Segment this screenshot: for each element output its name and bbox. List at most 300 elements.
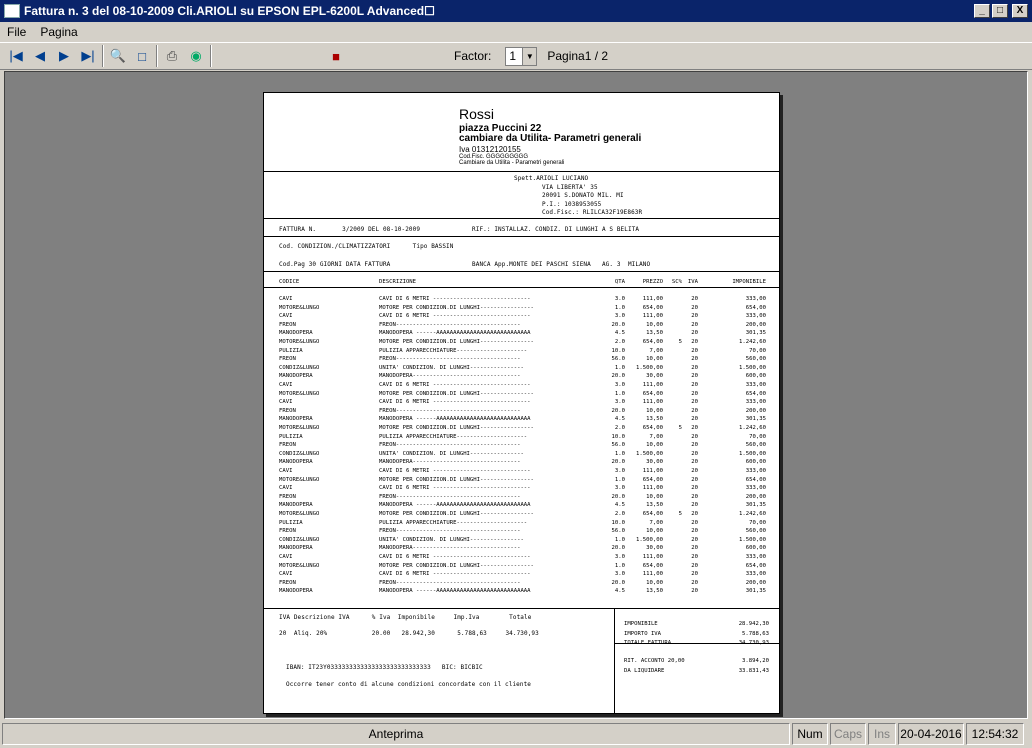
table-row (264, 348, 779, 355)
company-note-2: Cambiare da Utilita - Parametri generali (459, 160, 565, 166)
cell-qty: 20.0 (611, 545, 625, 552)
table-row (264, 459, 779, 466)
cell-code: MANODOPERA (279, 502, 313, 509)
cell-price: 10,00 (646, 493, 663, 500)
cell-iva: 20 (691, 425, 698, 431)
invoice-page (263, 92, 780, 714)
cell-imp: 1.242,60 (739, 511, 766, 517)
company-note: cambiare da Utilita- Parametri generali (459, 133, 642, 144)
cell-imp: 600,00 (745, 373, 766, 380)
cell-code: CAVI (279, 554, 293, 560)
total-row (264, 658, 779, 665)
cell-qty: 20.0 (611, 321, 625, 328)
cell-code: MANODOPERA (279, 373, 313, 380)
cell-price: 111,00 (642, 399, 663, 406)
cell-imp: 333,00 (745, 571, 766, 578)
cell-imp: 560,00 (745, 356, 766, 363)
cell-desc: MANODOPERA-------------------------------- (379, 545, 521, 552)
table-row (264, 373, 779, 380)
cell-price: 10,00 (646, 579, 663, 586)
cell-imp: 70,00 (749, 433, 766, 440)
table-row (264, 425, 779, 432)
cell-code: CAVI (279, 468, 293, 474)
cell-price: 10,00 (646, 407, 663, 414)
cell-imp: 301,35 (745, 416, 766, 423)
exit-icon[interactable]: ■ (332, 48, 340, 64)
cell-price: 13,50 (646, 588, 663, 595)
table-row (264, 588, 779, 595)
cell-price: 654,00 (642, 511, 663, 517)
cell-imp: 333,00 (745, 296, 766, 302)
cell-price: 654,00 (642, 390, 663, 397)
total-value: 5.788,63 (742, 631, 769, 637)
cell-imp: 333,00 (745, 399, 766, 406)
cell-price: 13,50 (646, 330, 663, 337)
cell-code: MOTORE&LUNGO (279, 425, 320, 431)
cell-price: 10,00 (646, 321, 663, 328)
table-row (264, 408, 779, 415)
cell-price: 1.500,00 (636, 536, 663, 543)
customer-block: Spett.ARIOLI LUCIANO VIA LIBERTA' 35 20091 S.DONATO MIL. MI P.I.: 1038953055 Cod.Fisc.: RLILCA32F19E863R (514, 175, 643, 216)
cell-imp: 301,35 (745, 588, 766, 595)
cell-imp: 654,00 (745, 562, 766, 569)
factor-select[interactable]: 1 ▼ (505, 47, 537, 66)
table-row (264, 571, 779, 578)
cell-desc: MOTORE PER CONDIZION.DI LUNGHI---------------- (379, 304, 534, 311)
cell-desc: MOTORE PER CONDIZION.DI LUNGHI---------------- (379, 425, 534, 431)
cell-imp: 333,00 (745, 468, 766, 474)
table-row (264, 494, 779, 501)
cell-imp: 301,35 (745, 330, 766, 337)
cell-qty: 1.0 (614, 536, 625, 543)
table-row (264, 305, 779, 312)
cell-desc: PULIZIA APPARECCHIATURE--------------------- (379, 433, 528, 440)
cell-qty: 10.0 (611, 347, 625, 354)
cell-desc: FREON------------------------------------- (379, 407, 521, 414)
cell-desc: UNITA' CONDIZION. DI LUNGHI---------------- (379, 450, 524, 457)
table-row (264, 563, 779, 570)
cell-desc: FREON------------------------------------- (379, 442, 521, 449)
cell-code: FREON (279, 528, 296, 535)
cell-imp: 70,00 (749, 519, 766, 526)
cell-price: 13,50 (646, 416, 663, 423)
cell-code: PULIZIA (279, 433, 303, 440)
print-icon[interactable]: ⎙ (166, 48, 178, 63)
table-row (264, 382, 779, 389)
cell-code: FREON (279, 321, 296, 328)
table-row (264, 545, 779, 552)
next-page-icon[interactable]: ▶ (59, 48, 69, 63)
cell-desc: CAVI DI 6 METRI ----------------------------- (379, 296, 531, 302)
total-label: RIT. ACCONTO 20,00 (624, 658, 685, 664)
cell-qty: 3.0 (614, 554, 625, 560)
table-row (264, 356, 779, 363)
cell-price: 654,00 (642, 339, 663, 345)
num-indicator: Num (792, 723, 828, 745)
cell-imp: 301,35 (745, 502, 766, 509)
cell-iva: 20 (691, 519, 698, 526)
cell-iva: 20 (691, 588, 698, 595)
cell-qty: 10.0 (611, 433, 625, 440)
title-bar (0, 0, 1032, 22)
cell-iva: 20 (691, 528, 698, 535)
menu-file[interactable]: File (7, 25, 27, 39)
cell-price: 111,00 (642, 554, 663, 560)
export-icon[interactable]: ◉ (190, 48, 202, 63)
table-row (264, 451, 779, 458)
prev-page-icon[interactable]: ◀ (35, 48, 45, 63)
close-button[interactable]: X (1012, 4, 1028, 18)
cell-iva: 20 (691, 562, 698, 569)
iva-header: IVA Descrizione IVA % Iva Imponibile Imp.Iva Totale (279, 614, 532, 621)
cell-imp: 600,00 (745, 459, 766, 466)
cell-desc: CAVI DI 6 METRI ----------------------------- (379, 485, 531, 492)
cell-iva: 20 (691, 459, 698, 466)
cell-code: CAVI (279, 313, 293, 320)
cell-iva: 20 (691, 330, 698, 337)
cell-desc: MANODOPERA-------------------------------- (379, 459, 521, 466)
cell-price: 654,00 (642, 562, 663, 569)
iva-row: 20 Aliq. 20% 20.00 28.942,30 5.788,63 34.730,93 (279, 630, 539, 637)
total-label: TOTALE FATTURA (624, 640, 672, 646)
cell-price: 654,00 (642, 425, 663, 431)
cell-price: 30,00 (646, 459, 663, 466)
toolbar (0, 42, 1032, 70)
table-row (264, 528, 779, 535)
table-row (264, 580, 779, 587)
cell-code: PULIZIA (279, 519, 303, 526)
minimize-button[interactable]: _ (974, 4, 990, 18)
cell-code: MANODOPERA (279, 588, 313, 595)
condition-line: Cod. CONDIZION./CLIMATIZZATORI Tipo BASSIN (279, 243, 454, 250)
chevron-down-icon[interactable]: ▼ (522, 48, 536, 65)
cell-iva: 20 (691, 545, 698, 552)
cell-price: 13,50 (646, 502, 663, 509)
cell-price: 111,00 (642, 296, 663, 302)
cell-imp: 560,00 (745, 442, 766, 449)
cell-code: MOTORE&LUNGO (279, 476, 320, 483)
cell-iva: 20 (691, 493, 698, 500)
menu-bar (0, 22, 1032, 42)
company-header (459, 107, 641, 166)
table-row (264, 391, 779, 398)
cell-price: 10,00 (646, 356, 663, 363)
cell-price: 30,00 (646, 545, 663, 552)
cell-desc: CAVI DI 6 METRI ----------------------------- (379, 313, 531, 320)
cell-sc: 5 (678, 425, 682, 431)
ins-indicator: Ins (868, 723, 896, 745)
cell-desc: CAVI DI 6 METRI ----------------------------- (379, 399, 531, 406)
cell-qty: 1.0 (614, 450, 625, 457)
company-name: Rossi (459, 106, 495, 122)
cell-desc: UNITA' CONDIZION. DI LUNGHI---------------- (379, 536, 524, 543)
cell-code: FREON (279, 356, 296, 363)
last-page-icon[interactable]: ▶| (81, 48, 95, 63)
cell-iva: 20 (691, 511, 698, 517)
cell-imp: 654,00 (745, 390, 766, 397)
cell-price: 1.500,00 (636, 364, 663, 371)
cell-desc: FREON------------------------------------- (379, 356, 521, 363)
cell-qty: 3.0 (614, 382, 625, 388)
window-title: Fattura n. 3 del 08-10-2009 Cli.ARIOLI su EPSON EPL-6200L Advanced☐ (24, 4, 435, 18)
cell-code: CAVI (279, 485, 293, 492)
factor-label: Factor: (454, 49, 492, 63)
cell-qty: 20.0 (611, 407, 625, 414)
cell-desc: MANODOPERA ------AAAAAAAAAAAAAAAAAAAAAAAAAAAA (379, 588, 531, 595)
cell-qty: 2.0 (614, 339, 625, 345)
cell-code: MOTORE&LUNGO (279, 511, 320, 517)
cell-iva: 20 (691, 485, 698, 492)
cell-code: FREON (279, 407, 296, 414)
total-row (264, 631, 779, 638)
cell-iva: 20 (691, 399, 698, 406)
cell-qty: 56.0 (611, 528, 625, 535)
first-page-icon[interactable]: |◀ (9, 48, 23, 63)
cell-price: 111,00 (642, 313, 663, 320)
cell-qty: 20.0 (611, 493, 625, 500)
iban-line: IBAN: IT23Y0333333333333333333333333333 BIC: BICBIC (286, 664, 483, 671)
cell-desc: PULIZIA APPARECCHIATURE--------------------- (379, 519, 528, 526)
cell-code: CONDIZ&LUNGO (279, 364, 320, 371)
table-row (264, 537, 779, 544)
cell-price: 654,00 (642, 476, 663, 483)
cell-qty: 56.0 (611, 356, 625, 363)
cell-qty: 3.0 (614, 485, 625, 492)
cell-desc: FREON------------------------------------- (379, 321, 521, 328)
cell-qty: 4.5 (614, 502, 625, 509)
total-value: 28.942,30 (738, 621, 769, 627)
cell-price: 7,00 (649, 347, 663, 354)
table-row (264, 520, 779, 527)
cell-desc: FREON------------------------------------- (379, 528, 521, 535)
cell-iva: 20 (691, 407, 698, 414)
cell-qty: 3.0 (614, 468, 625, 474)
cell-iva: 20 (691, 554, 698, 560)
cell-iva: 20 (691, 390, 698, 397)
cell-iva: 20 (691, 313, 698, 320)
cell-imp: 200,00 (745, 321, 766, 328)
total-value: 33.831,43 (738, 668, 769, 674)
cell-code: MANODOPERA (279, 416, 313, 423)
cell-code: MOTORE&LUNGO (279, 562, 320, 569)
status-bar (0, 720, 1032, 748)
cell-qty: 1.0 (614, 476, 625, 483)
cell-desc: UNITA' CONDIZION. DI LUNGHI---------------- (379, 364, 524, 371)
table-row (264, 322, 779, 329)
cell-iva: 20 (691, 339, 698, 345)
cell-code: MANODOPERA (279, 330, 313, 337)
cell-code: CAVI (279, 382, 293, 388)
total-label: DA LIQUIDARE (624, 668, 665, 674)
cell-qty: 3.0 (614, 313, 625, 320)
cell-imp: 1.500,00 (739, 364, 766, 371)
cell-code: CAVI (279, 296, 293, 302)
cell-qty: 1.0 (614, 364, 625, 371)
cell-imp: 200,00 (745, 493, 766, 500)
cell-iva: 20 (691, 502, 698, 509)
cell-qty: 4.5 (614, 588, 625, 595)
cell-qty: 3.0 (614, 571, 625, 578)
total-row (264, 621, 779, 628)
cell-desc: FREON------------------------------------- (379, 493, 521, 500)
cell-price: 30,00 (646, 373, 663, 380)
cell-code: PULIZIA (279, 347, 303, 354)
date-indicator: 20-04-2016 (898, 723, 964, 745)
cell-imp: 1.500,00 (739, 536, 766, 543)
cell-code: FREON (279, 579, 296, 586)
cell-iva: 20 (691, 442, 698, 449)
cell-code: FREON (279, 493, 296, 500)
table-row (264, 477, 779, 484)
cell-desc: MOTORE PER CONDIZION.DI LUNGHI---------------- (379, 562, 534, 569)
cell-code: CAVI (279, 399, 293, 406)
table-row (264, 416, 779, 423)
cell-iva: 20 (691, 416, 698, 423)
menu-pagina[interactable]: Pagina (40, 25, 78, 39)
cell-price: 111,00 (642, 468, 663, 474)
cell-desc: MANODOPERA ------AAAAAAAAAAAAAAAAAAAAAAAAAAAA (379, 416, 531, 423)
cell-iva: 20 (691, 579, 698, 586)
cell-iva: 20 (691, 571, 698, 578)
cell-iva: 20 (691, 536, 698, 543)
cell-desc: MOTORE PER CONDIZION.DI LUNGHI---------------- (379, 511, 534, 517)
cell-imp: 654,00 (745, 476, 766, 483)
cell-imp: 333,00 (745, 485, 766, 492)
table-row (264, 330, 779, 337)
cell-qty: 10.0 (611, 519, 625, 526)
cell-qty: 2.0 (614, 425, 625, 431)
caps-indicator: Caps (830, 723, 866, 745)
cell-price: 111,00 (642, 485, 663, 492)
cell-price: 10,00 (646, 528, 663, 535)
cell-imp: 70,00 (749, 347, 766, 354)
cell-sc: 5 (678, 339, 682, 345)
cell-code: FREON (279, 442, 296, 449)
book-icon[interactable]: □ (138, 48, 146, 64)
cell-imp: 200,00 (745, 579, 766, 586)
cell-iva: 20 (691, 321, 698, 328)
cell-iva: 20 (691, 468, 698, 474)
cell-qty: 3.0 (614, 399, 625, 406)
cell-price: 111,00 (642, 382, 663, 388)
table-row (264, 502, 779, 509)
cell-desc: MOTORE PER CONDIZION.DI LUNGHI---------------- (379, 390, 534, 397)
payment-line: Cod.Pag 30 GIORNI DATA FATTURA BANCA App.MONTE DEI PASCHI SIENA AG. 3 MILANO (279, 261, 651, 268)
invoice-line: FATTURA N. 3/2009 DEL 08-10-2009 RIF.: INSTALLAZ. CONDIZ. DI LUNGHI A S BELITA (279, 226, 640, 233)
status-text: Anteprima (2, 723, 790, 745)
cell-code: MOTORE&LUNGO (279, 339, 320, 345)
cell-desc: CAVI DI 6 METRI ----------------------------- (379, 468, 531, 474)
cell-imp: 333,00 (745, 554, 766, 560)
time-indicator: 12:54:32 (966, 723, 1024, 745)
cell-iva: 20 (691, 450, 698, 457)
total-value: 34.730,93 (738, 640, 769, 646)
cell-qty: 1.0 (614, 304, 625, 311)
cell-code: CONDIZ&LUNGO (279, 536, 320, 543)
invoice-note: Occorre tener conto di alcune condizioni concordate con il cliente (286, 681, 532, 688)
cell-desc: MOTORE PER CONDIZION.DI LUNGHI---------------- (379, 476, 534, 483)
cell-qty: 1.0 (614, 562, 625, 569)
cell-qty: 4.5 (614, 330, 625, 337)
cell-price: 10,00 (646, 442, 663, 449)
cell-imp: 1.500,00 (739, 450, 766, 457)
total-label: IMPONIBILE (624, 621, 658, 627)
cell-iva: 20 (691, 476, 698, 483)
cell-price: 111,00 (642, 571, 663, 578)
cell-price: 1.500,00 (636, 450, 663, 457)
cell-imp: 333,00 (745, 382, 766, 388)
cell-iva: 20 (691, 382, 698, 388)
cell-imp: 1.242,60 (739, 425, 766, 431)
cell-imp: 1.242,60 (739, 339, 766, 345)
cell-iva: 20 (691, 433, 698, 440)
table-row (264, 399, 779, 406)
maximize-button[interactable]: □ (992, 4, 1008, 18)
cell-qty: 2.0 (614, 511, 625, 517)
cell-qty: 56.0 (611, 442, 625, 449)
cell-imp: 560,00 (745, 528, 766, 535)
table-header: CODICE DESCRIZIONE QTA PREZZO SC% IVA IMPONIBILE (279, 279, 766, 285)
cell-code: MANODOPERA (279, 459, 313, 466)
cell-qty: 20.0 (611, 459, 625, 466)
cell-desc: PULIZIA APPARECCHIATURE--------------------- (379, 347, 528, 354)
cell-code: MANODOPERA (279, 545, 313, 552)
total-row (264, 668, 779, 675)
cell-code: MOTORE&LUNGO (279, 390, 320, 397)
cell-price: 7,00 (649, 519, 663, 526)
zoom-icon[interactable]: 🔍 (109, 48, 127, 63)
cell-desc: CAVI DI 6 METRI ----------------------------- (379, 554, 531, 560)
total-value: 3.894,20 (742, 658, 769, 664)
table-row (264, 339, 779, 346)
cell-imp: 333,00 (745, 313, 766, 320)
cell-desc: MOTORE PER CONDIZION.DI LUNGHI---------------- (379, 339, 534, 345)
company-fiscal: Cod.Fisc. GGGGGGGGG (459, 154, 529, 160)
cell-desc: CAVI DI 6 METRI ----------------------------- (379, 571, 531, 578)
cell-imp: 654,00 (745, 304, 766, 311)
table-row (264, 296, 779, 303)
cell-code: MOTORE&LUNGO (279, 304, 320, 311)
cell-desc: MANODOPERA ------AAAAAAAAAAAAAAAAAAAAAAAAAAAA (379, 330, 531, 337)
table-row (264, 554, 779, 561)
table-row (264, 485, 779, 492)
cell-imp: 600,00 (745, 545, 766, 552)
company-vat: Iva 01312120155 (459, 145, 521, 154)
cell-sc: 5 (678, 511, 682, 517)
cell-desc: MANODOPERA ------AAAAAAAAAAAAAAAAAAAAAAAAAAAA (379, 502, 531, 509)
table-row (264, 468, 779, 475)
table-row (264, 313, 779, 320)
cell-desc: CAVI DI 6 METRI ----------------------------- (379, 382, 531, 388)
cell-desc: MANODOPERA-------------------------------- (379, 373, 521, 380)
cell-code: CONDIZ&LUNGO (279, 450, 320, 457)
cell-desc: FREON------------------------------------- (379, 579, 521, 586)
cell-iva: 20 (691, 373, 698, 380)
cell-iva: 20 (691, 364, 698, 371)
cell-imp: 200,00 (745, 407, 766, 414)
table-row (264, 442, 779, 449)
cell-iva: 20 (691, 347, 698, 354)
table-row (264, 434, 779, 441)
table-row (264, 511, 779, 518)
cell-iva: 20 (691, 356, 698, 363)
cell-code: CAVI (279, 571, 293, 578)
cell-iva: 20 (691, 304, 698, 311)
preview-area[interactable] (4, 71, 1028, 719)
cell-qty: 3.0 (614, 296, 625, 302)
page-indicator: Pagina1 / 2 (547, 49, 609, 63)
company-address: piazza Puccini 22 (459, 123, 542, 134)
